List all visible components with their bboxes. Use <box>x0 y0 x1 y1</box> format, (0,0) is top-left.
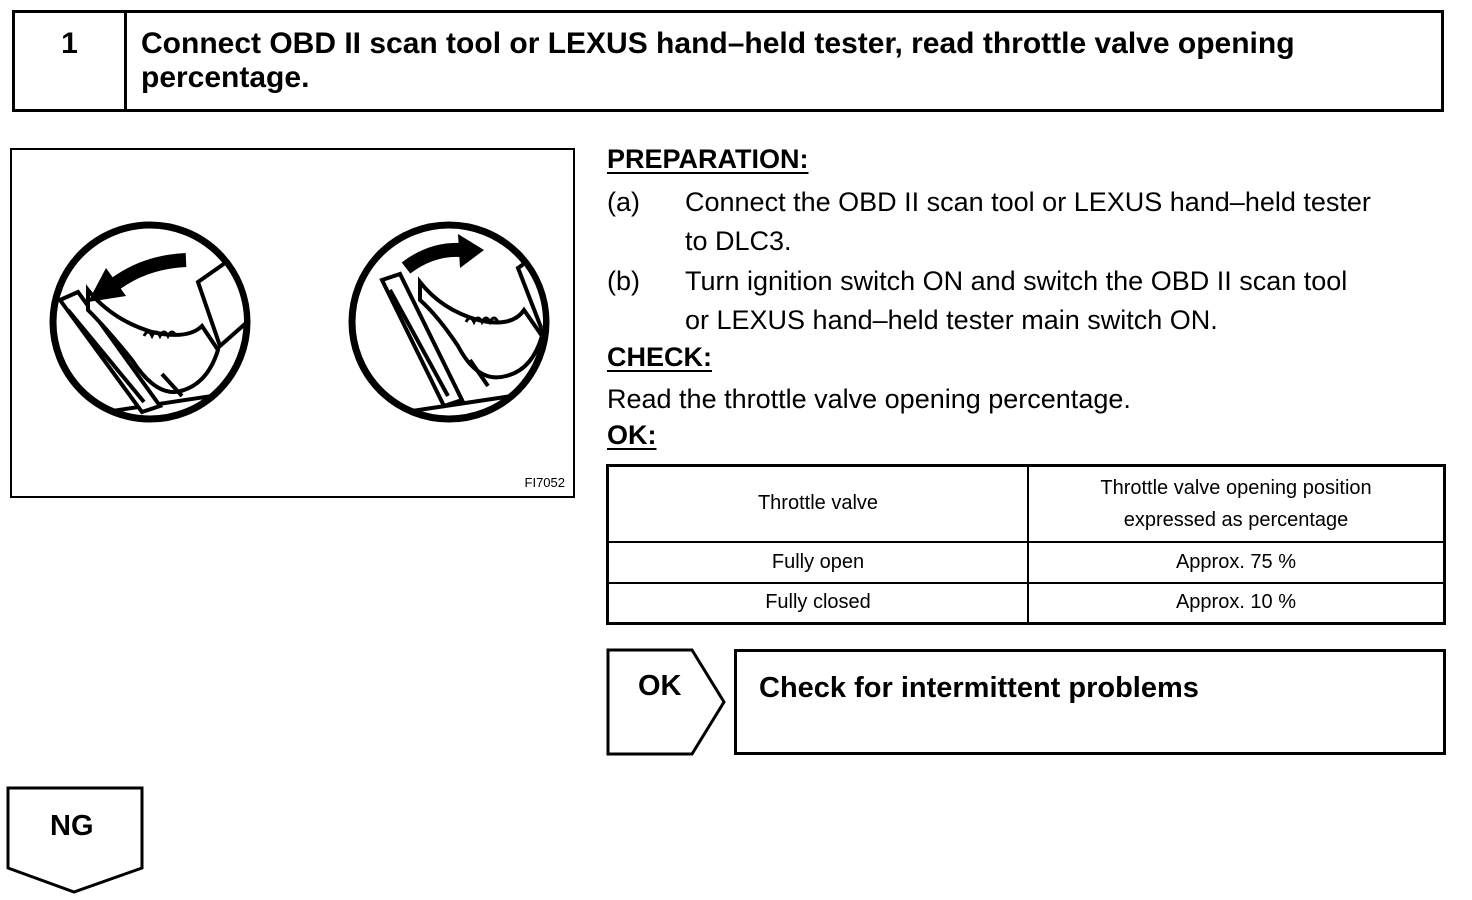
pedal-pressed-icon <box>52 225 272 420</box>
pedal-released-icon <box>352 225 573 420</box>
preparation-heading: PREPARATION: <box>607 144 809 174</box>
throttle-spec-table <box>606 464 1446 625</box>
table-row <box>608 542 1445 583</box>
table-header-cell <box>1028 466 1445 542</box>
table-cell: Approx. 75 % <box>1028 542 1445 583</box>
ok-result-text: Check for intermittent problems <box>759 672 1199 704</box>
header-line1: Throttle valve opening position <box>1100 476 1372 499</box>
item-a-line1: Connect the OBD II scan tool or LEXUS hand–held tester <box>685 187 1371 217</box>
step-title-line1: Connect OBD II scan tool or LEXUS hand–held tester, read throttle valve opening <box>141 27 1295 60</box>
table-header-cell: Throttle valve <box>608 466 1029 542</box>
ok-branch-tag <box>606 648 728 756</box>
table-row <box>608 583 1445 624</box>
table-header-row <box>608 466 1445 542</box>
ng-tag-label: NG <box>50 810 94 842</box>
ok-heading: OK: <box>607 420 657 450</box>
table-cell: Fully open <box>608 542 1029 583</box>
ok-tag-label: OK <box>638 670 682 702</box>
figure-code: FI7052 <box>524 475 565 490</box>
item-b-line1: Turn ignition switch ON and switch the OBD II scan tool <box>685 266 1348 296</box>
header-line2: expressed as percentage <box>1123 508 1349 531</box>
step-title-line2: percentage. <box>141 61 310 94</box>
item-marker-a: (a) <box>607 187 640 217</box>
ng-branch-tag <box>6 786 146 896</box>
table-cell: Approx. 10 % <box>1028 583 1445 624</box>
check-text: Read the throttle valve opening percentage. <box>607 384 1131 414</box>
item-marker-b: (b) <box>607 266 640 296</box>
step-title <box>141 27 1441 95</box>
step-header <box>12 10 1444 112</box>
pedal-figure-svg <box>12 150 573 496</box>
check-heading: CHECK: <box>607 342 712 372</box>
preparation-item-a <box>607 183 1457 261</box>
ok-result-box <box>734 649 1446 755</box>
item-b-line2: or LEXUS hand–held tester main switch ON. <box>685 305 1218 335</box>
item-a-line2: to DLC3. <box>685 226 792 256</box>
preparation-item-b <box>607 262 1457 340</box>
pedal-illustration <box>10 148 575 498</box>
table-cell: Fully closed <box>608 583 1029 624</box>
step-number: 1 <box>15 13 127 109</box>
